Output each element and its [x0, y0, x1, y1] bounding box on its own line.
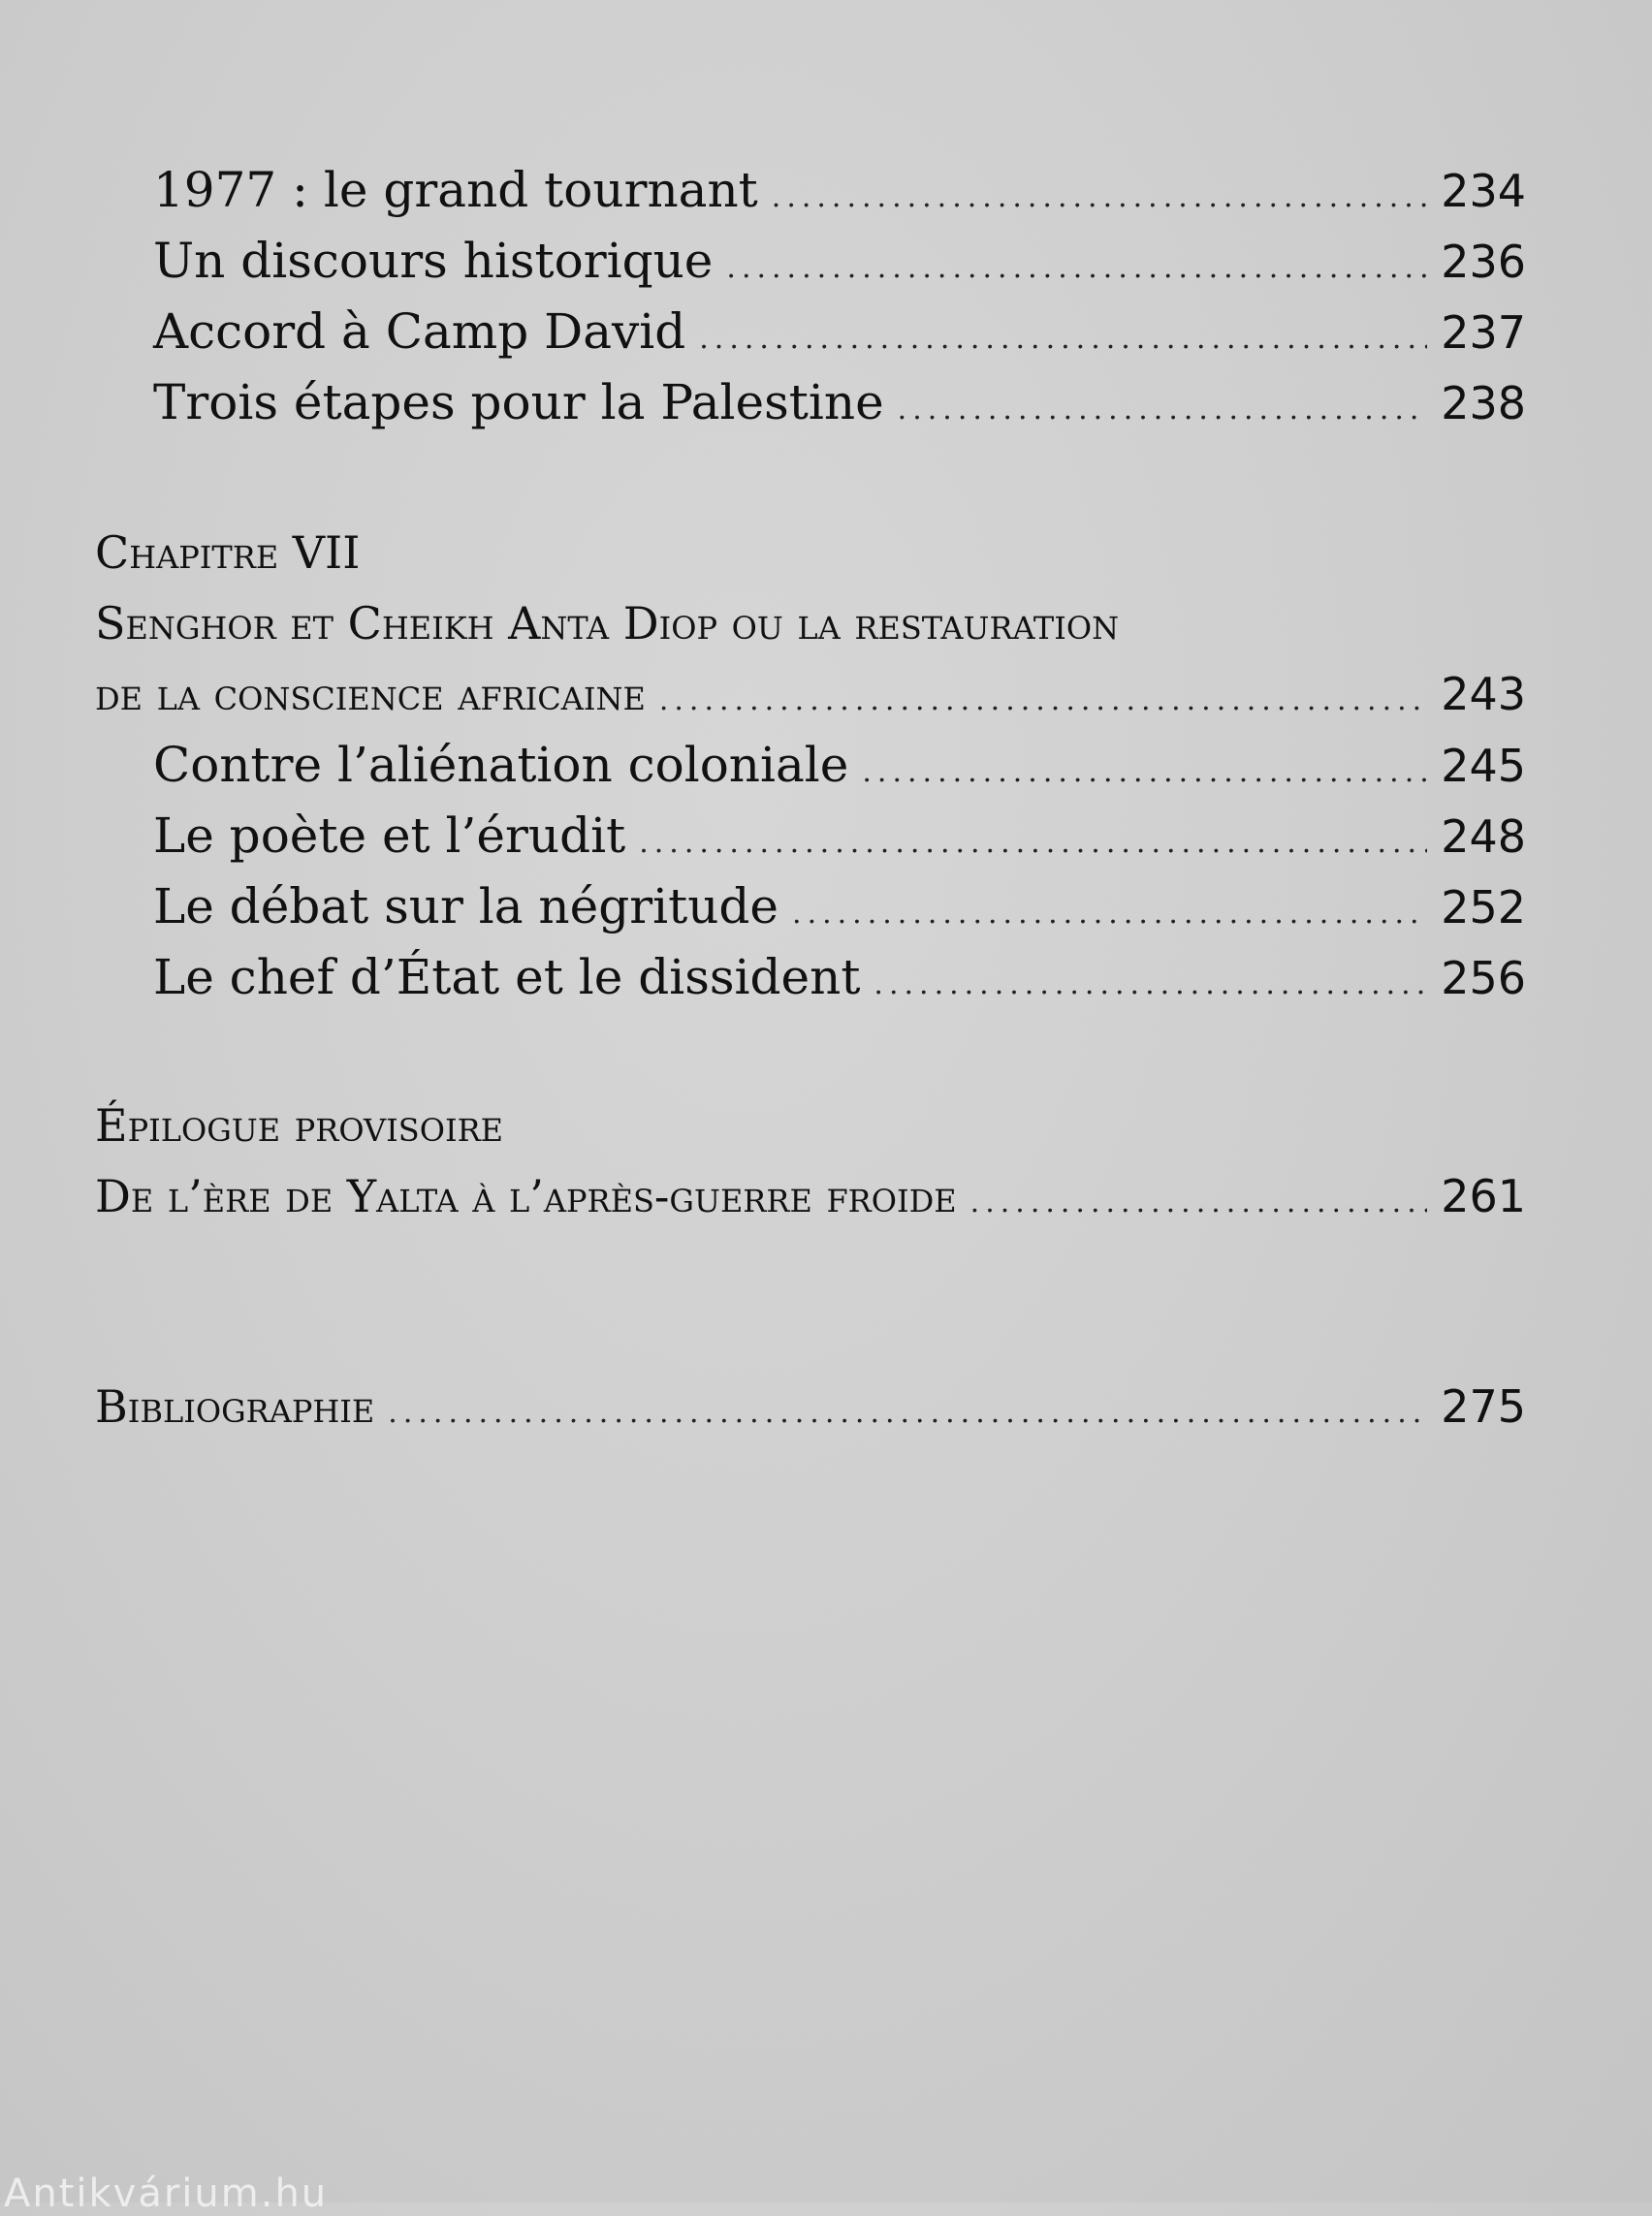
toc-entry	[95, 730, 1526, 801]
dot-leader	[772, 162, 1427, 233]
toc-entry-title: Le poète et l’érudit	[153, 807, 626, 864]
table-of-contents	[95, 155, 1526, 1442]
toc-entry-title: Le chef d’État et le dissident	[153, 949, 861, 1005]
epilogue-label	[95, 1091, 1526, 1161]
dot-leader	[862, 737, 1427, 807]
dot-leader	[388, 1377, 1427, 1448]
bibliography-title: Bibliographie	[95, 1380, 375, 1433]
toc-entry	[95, 367, 1526, 438]
toc-entry	[95, 155, 1526, 226]
toc-entry-title: 1977 : le grand tournant	[153, 162, 758, 218]
toc-entry	[95, 942, 1526, 1013]
toc-entry	[95, 1161, 1526, 1232]
toc-entry-page: 256	[1441, 952, 1526, 1004]
dot-leader	[792, 878, 1427, 949]
watermark: Antikvárium.hu	[4, 2171, 329, 2216]
toc-entry-title: Le débat sur la négritude	[153, 878, 779, 934]
toc-entry-title: Trois étapes pour la Palestine	[153, 374, 884, 430]
toc-entry-page: 236	[1441, 236, 1526, 288]
toc-entry-page: 243	[1441, 668, 1526, 720]
toc-entry-title: Contre l’aliénation coloniale	[153, 737, 849, 793]
dot-leader	[970, 1167, 1428, 1238]
dot-leader	[898, 374, 1428, 445]
toc-entry-title: Accord à Camp David	[153, 303, 686, 360]
toc-entry-page: 261	[1441, 1170, 1526, 1222]
toc-entry	[95, 297, 1526, 367]
toc-entry	[95, 226, 1526, 297]
chapter-label	[95, 518, 1526, 588]
chapter-title-text: de la conscience africaine	[95, 668, 646, 720]
epilogue-label-text: Épilogue provisoire	[95, 1099, 504, 1152]
dot-leader	[726, 233, 1427, 303]
toc-entry-page: 237	[1441, 306, 1526, 359]
toc-entry-page: 234	[1441, 165, 1526, 217]
dot-leader	[699, 303, 1427, 374]
epilogue-title-text: De l’ère de Yalta à l’après-guerre froide	[95, 1170, 957, 1222]
dot-leader	[639, 807, 1427, 878]
toc-entry	[95, 659, 1526, 730]
toc-entry-page: 238	[1441, 377, 1526, 429]
chapter-title-line	[95, 588, 1526, 659]
chapter-label-text: Chapitre VII	[95, 526, 361, 579]
toc-entry-page: 248	[1441, 810, 1526, 863]
toc-entry	[95, 1372, 1526, 1442]
toc-entry	[95, 801, 1526, 871]
toc-entry-page: 275	[1441, 1380, 1526, 1433]
dot-leader	[874, 949, 1427, 1020]
toc-entry	[95, 871, 1526, 942]
dot-leader	[659, 665, 1427, 736]
toc-entry-title: Un discours historique	[153, 233, 714, 289]
toc-entry-page: 245	[1441, 740, 1526, 792]
chapter-title-text: Senghor et Cheikh Anta Diop ou la restauration	[95, 597, 1120, 649]
toc-entry-page: 252	[1441, 881, 1526, 934]
